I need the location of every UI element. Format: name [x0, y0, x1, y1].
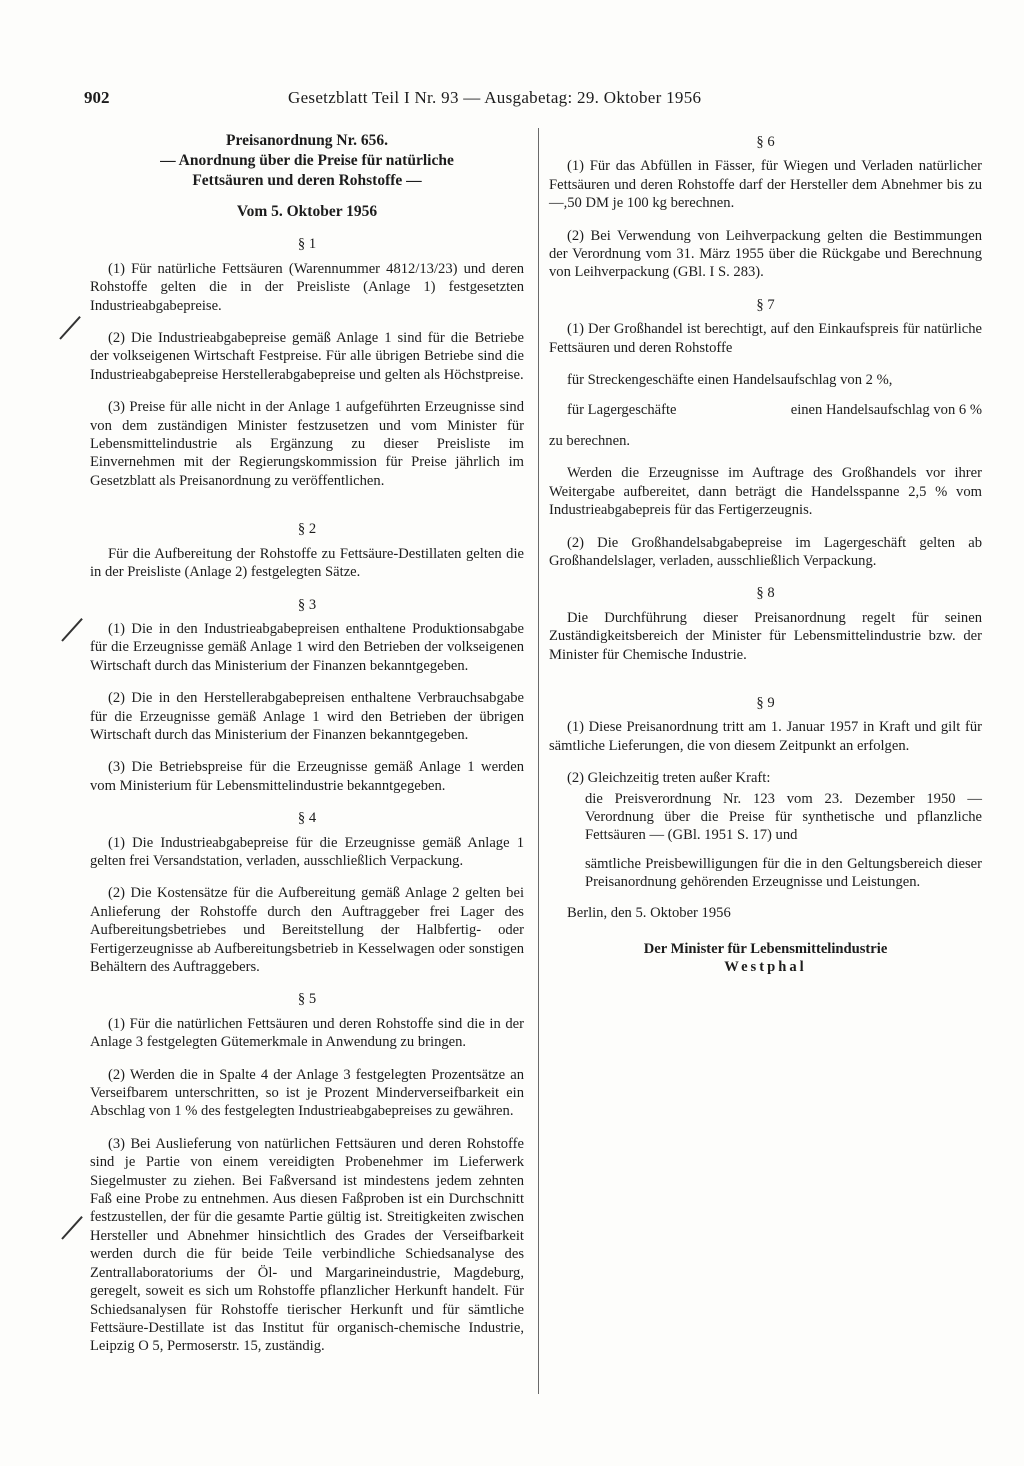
- margin-pen-mark: [61, 1216, 83, 1240]
- signatory-organization: Der Minister für Lebensmittelindustrie: [643, 941, 888, 957]
- section-heading-8: § 8: [756, 585, 775, 602]
- paragraph: (1) Diese Preisanordnung tritt am 1. Januar 1957 in Kraft und gilt für sämtliche Lieferungen, die von diesem Zeitpunkt an erfolgen.: [549, 719, 982, 754]
- title-line-3: Fettsäuren und deren Rohstoffe —: [192, 172, 422, 189]
- paragraph: Die Durchführung dieser Preisanordnung regelt für seinen Zuständigkeitsbereich der Minister für Lebensmittelindustrie bzw. der Minister für Chemische Industrie.: [549, 609, 982, 663]
- section-heading-9: § 9: [756, 694, 775, 711]
- section-heading-6: § 6: [756, 134, 775, 150]
- paragraph: zu berechnen.: [549, 432, 631, 449]
- surcharge-lager-label: für Lagergeschäfte: [567, 402, 677, 419]
- section-heading-3: § 3: [297, 596, 317, 613]
- paragraph: Für die Aufbereitung der Rohstoffe zu Fettsäure-Destillaten gelten die in der Preisliste (Anlage 2) festgelegten Sätze.: [90, 545, 524, 581]
- surcharge-line-lager: [567, 401, 982, 419]
- right-column: [549, 129, 982, 977]
- title-line-2: — Anordnung über die Preise für natürliche: [160, 152, 454, 169]
- paragraph: (3) Die Betriebspreise für die Erzeugnisse gemäß Anlage 1 werden vom Ministerium für Lebensmittelindustrie bekanntgegeben.: [90, 759, 524, 794]
- column-divider: [538, 128, 539, 1394]
- page-number: 902: [84, 88, 110, 107]
- section-heading-4: § 4: [297, 810, 317, 827]
- paragraph: (1) Für das Abfüllen in Fässer, für Wiegen und Verladen natürlicher Fettsäuren und deren Rohstoffe darf der Hersteller dem Abnehmer bis zu —,50 DM je 100 kg berechnen.: [549, 158, 982, 212]
- margin-pen-mark: [61, 618, 83, 642]
- paragraph: (2) Die Industrieabgabepreise gemäß Anlage 1 sind für die Betriebe der volkseigenen Wirtschaft Festpreise. Für alle übrigen Betriebe sind die Industrieabgabepreise Herstellerabgabepreise und gelten als Höchstpreise.: [90, 330, 524, 383]
- repealed-item-1: die Preisverordnung Nr. 123 vom 23. Dezember 1950 — Verordnung über die Preise für synthetische und pflanzliche Fettsäuren — (GBl. 1951 S. 17) und: [585, 790, 982, 844]
- surcharge-strecke-text: für Streckengeschäfte einen Handelsaufschlag von 2 %,: [567, 372, 893, 389]
- paragraph: (1) Der Großhandel ist berechtigt, auf den Einkaufspreis für natürliche Fettsäuren und deren Rohstoffe: [549, 321, 982, 356]
- section-heading-1: § 1: [297, 236, 317, 253]
- document-title: [90, 131, 524, 191]
- paragraph: (3) Bei Auslieferung von natürlichen Fettsäuren und deren Rohstoffe sind je Partie von einem vereidigten Probenehmer im Lieferwerk Siegelmuster zu ziehen. Bei Faßversand ist mindestens jedem zehnten Faß eine Probe zu entnehmen. Aus diesen Faßproben ist ein Durchschnitt festzustellen, der für die gesamte Partie gültig ist. Streitigkeiten zwischen Hersteller und Abnehmer hinsichtlich des Grades der Verseifbarkeit werden durch die für beide Teile verbindliche Schiedsanalyse des Zentrallaboratoriums der Öl- und Margarineindustrie, Magdeburg, geregelt, soweit es sich um Rohstoffe pflanzlicher Herkunft handelt. Für Schiedsanalysen für Rohstoffe tierischer Herkunft und für sämtliche Fettsäure-Destillate ist das Institut für organisch-chemische Industrie, Leipzig O 5, Permoserstr. 15, zuständig.: [90, 1135, 524, 1355]
- paragraph: (1) Für natürliche Fettsäuren (Warennummer 4812/13/23) und deren Rohstoffe gelten die in der Preisliste (Anlage 1) festgesetzten Industrieabgabepreise.: [90, 260, 524, 314]
- left-column: [90, 129, 524, 1370]
- running-title: Gesetzblatt Teil I Nr. 93 — Ausgabetag: 29. Oktober 1956: [288, 88, 702, 107]
- paragraph: (2) Die in den Herstellerabgabepreisen enthaltene Verbrauchsabgabe für die Erzeugnisse gemäß Anlage 1 wird den Betrieben der übrigen Wirtschaft durch das Ministerium der Finanzen bekanntgegeben.: [90, 690, 524, 743]
- margin-pen-mark: [59, 316, 81, 340]
- page-header: [84, 86, 794, 110]
- section-heading-2: § 2: [297, 521, 317, 538]
- section-heading-5: § 5: [297, 991, 317, 1008]
- document-date: Vom 5. Oktober 1956: [236, 203, 378, 220]
- paragraph: (3) Preise für alle nicht in der Anlage 1 aufgeführten Erzeugnisse sind von dem zuständigen Minister festzusetzen und vom Minister für Lebensmittelindustrie als Ergänzung zu dieser Preisliste im Einvernehmen mit der Regierungskommission für Preise jährlich im Gesetzblatt als Preisanordnung zu veröffentlichen.: [90, 399, 524, 489]
- surcharge-lager-value: einen Handelsaufschlag von 6 %: [790, 402, 982, 419]
- paragraph: (2) Die Großhandelsabgabepreise im Lagergeschäft gelten ab Großhandelslager, verladen, ausschließlich Verpackung.: [549, 534, 982, 569]
- paragraph: (2) Werden die in Spalte 4 der Anlage 3 festgelegten Prozentsätze an Verseifbarem unterschritten, so ist je Prozent Minderverseifbarkeit ein Abschlag von 1 % des festgelegten Industrieabgabepreises zu gewähren.: [90, 1066, 524, 1120]
- section-heading-7: § 7: [756, 296, 775, 313]
- paragraph: (1) Die in den Industrieabgabepreisen enthaltene Produktionsabgabe für die Erzeugnisse gemäß Anlage 1 wird den Betrieben der volkseigenen Wirtschaft durch das Ministerium der Finanzen bekanntgegeben.: [90, 620, 524, 674]
- paragraph: (2) Bei Verwendung von Leihverpackung gelten die Bestimmungen der Verordnung vom 31. März 1955 über die Rückgabe und Berechnung von Leihverpackung (GBl. I S. 283).: [549, 227, 982, 281]
- paragraph: (1) Für die natürlichen Fettsäuren und deren Rohstoffe sind die in der Anlage 3 festgelegten Gütemerkmale in Anwendung zu bringen.: [90, 1015, 524, 1051]
- signatory-name: Westphal: [724, 959, 807, 976]
- paragraph: (1) Die Industrieabgabepreise für die Erzeugnisse gemäß Anlage 1 gelten frei Versandstation, verladen, ausschließlich Verpackung.: [90, 834, 524, 869]
- paragraph: (2) Gleichzeitig treten außer Kraft:: [567, 770, 771, 787]
- title-line-1: Preisanordnung Nr. 656.: [226, 132, 388, 149]
- repealed-item-2: sämtliche Preisbewilligungen für die in den Geltungsbereich dieser Preisanordnung gehörenden Erzeugnisse und Leistungen.: [585, 855, 982, 891]
- paragraph: Werden die Erzeugnisse im Auftrage des Großhandels vor ihrer Weitergabe aufbereitet, dann beträgt die Handelsspanne 2,5 % vom Industrieabgabepreis für das Fertigerzeugnis.: [549, 465, 982, 519]
- surcharge-line-strecke: [567, 371, 982, 389]
- paragraph: (2) Die Kostensätze für die Aufbereitung gemäß Anlage 2 gelten bei Anlieferung der Rohstoffe durch den Auftraggeber frei Lager des Aufbereitungsbetriebes und Bereitstellung der Halbfertig- oder Fertigerzeugnisse ab Aufbereitungsbetrieb in Kesselwagen oder sonstigen Behältern des Auftraggebers.: [90, 885, 524, 975]
- place-and-date: Berlin, den 5. Oktober 1956: [567, 904, 731, 921]
